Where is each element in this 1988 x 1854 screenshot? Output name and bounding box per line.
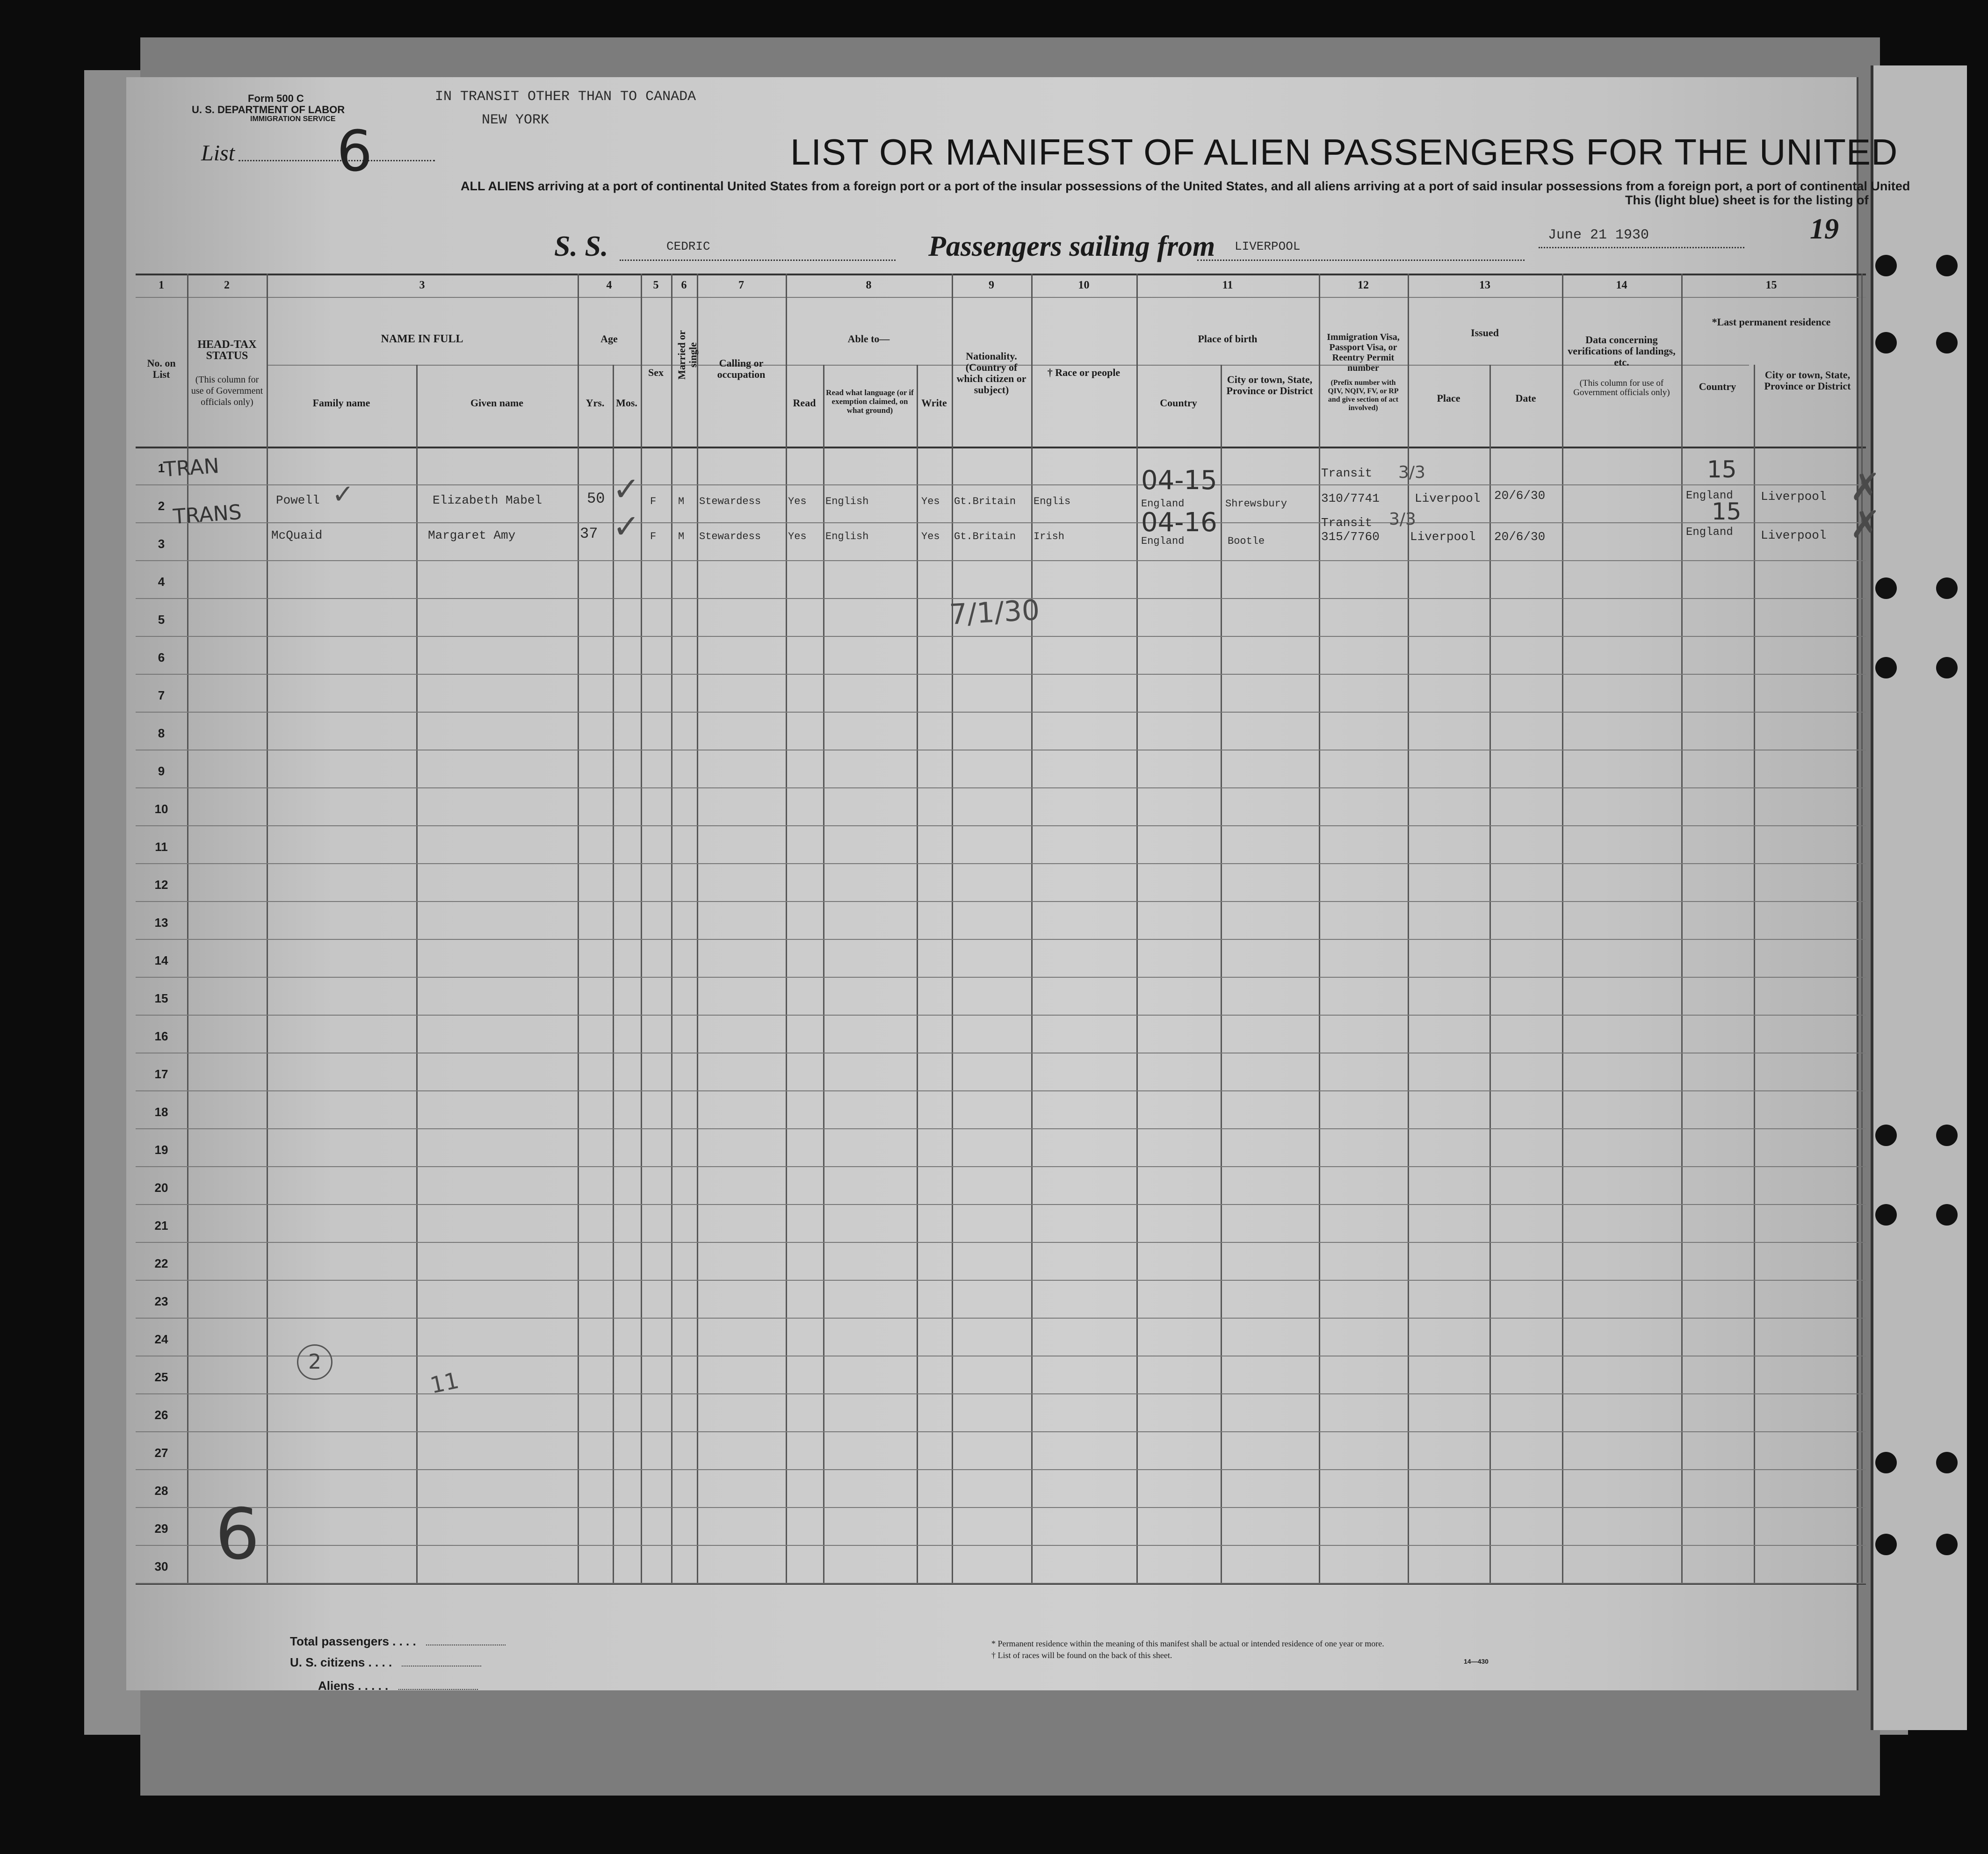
row-number: 28 [154,1484,168,1498]
row-rule [136,1583,1866,1584]
row-number: 18 [154,1105,168,1119]
port-note: NEW YORK [482,112,549,128]
binder-hole-icon [1875,577,1897,599]
colnum-2: 2 [224,279,230,291]
colnum-13: 13 [1479,279,1490,291]
p2-res-city: Liverpool [1761,528,1827,542]
row-number: 25 [154,1370,168,1384]
col-divider [697,274,698,1583]
col-divider [613,365,614,1583]
hdr-age: Age [600,333,618,345]
p2-yrs: 37 [580,525,598,542]
row-number: 23 [154,1294,168,1308]
binder-hole-icon [1936,1534,1958,1555]
hand-visa-fraction-2: 3/3 [1389,510,1416,529]
row-rule [136,1128,1866,1129]
row-rule [136,1242,1866,1243]
row-rule [136,484,1866,485]
hdr-issued: Issued [1471,327,1499,339]
row-rule [136,1090,1866,1091]
p2-read: Yes [788,531,807,542]
footer-aliens-blank [398,1689,478,1690]
hand-trans-1: TRAN [163,454,220,482]
col-divider [1681,274,1683,1583]
p1-yrs: 50 [587,490,605,507]
p2-occupation: Stewardess [699,531,761,542]
hdr-write: Write [921,397,947,409]
hdr-family-name: Family name [312,397,370,409]
row-rule [136,1393,1866,1394]
hdr-place-of-birth: Place of birth [1198,333,1258,345]
col-divider [671,274,672,1583]
p2-birth-country: England [1141,535,1185,547]
hand-circled-count: 2 [297,1344,333,1380]
sailing-date: June 21 1930 [1548,227,1649,243]
row-number: 20 [154,1181,168,1195]
row-number: 12 [154,878,168,892]
row-rule [136,1469,1866,1470]
binder-hole-icon [1936,1125,1958,1146]
check-icon: ✓ [613,507,640,546]
binder-hole-icon [1936,255,1958,276]
p2-visa: 315/7760 [1321,530,1380,544]
row-number: 16 [154,1029,168,1043]
binder-hole-icon [1936,332,1958,353]
colnum-4: 4 [606,279,612,291]
p1-married: M [678,496,685,507]
manifest-table [136,274,1881,1609]
col-divider [917,365,918,1583]
p1-sex: F [650,496,657,507]
transit-note: IN TRANSIT OTHER THAN TO CANADA [435,89,696,105]
binder-hole-icon [1936,657,1958,678]
hdr-visa-note: (Prefix number with QIV, NQIV, FV, or RP and give section of act involved) [1328,379,1399,412]
p1-visa: 310/7741 [1321,491,1380,505]
p2-race: Irish [1034,531,1065,542]
hand-code-1: 04-15 [1141,465,1217,496]
hand-trans-2: TRANS [172,500,243,529]
binder-hole-icon [1875,255,1897,276]
binder-hole-icon [1875,332,1897,353]
binder-hole-icon [1936,577,1958,599]
row-number: 6 [158,650,165,664]
p1-visa-transit: Transit [1321,466,1373,480]
binding-stub [1871,65,1967,1730]
p2-nationality: Gt.Britain [954,531,1016,542]
hdr-calling: Calling or occupation [717,357,766,380]
row-number: 14 [154,953,168,967]
hand-visa-fraction-1: 3/3 [1398,463,1425,482]
row-rule [136,674,1866,675]
p2-birth-city: Bootle [1228,535,1265,547]
binder-hole-icon [1936,1452,1958,1473]
p2-family: McQuaid [271,528,323,542]
row-rule [136,901,1866,902]
p1-issued-date: 20/6/30 [1494,489,1546,503]
row-number: 21 [154,1219,168,1233]
hand-date-note: 7/1/30 [948,593,1041,632]
binder-hole-icon [1875,657,1897,678]
hdr-given-name: Given name [470,397,524,409]
subtitle-line2: This (light blue) sheet is for the listing of [1625,193,1869,207]
p1-issued-place: Liverpool [1415,491,1481,505]
hdr-data-concerning: Data concerning verifications of landings, etc. [1568,334,1676,368]
row-number: 10 [154,802,168,816]
colnum-3: 3 [419,279,425,291]
p1-res-city: Liverpool [1761,490,1827,504]
col-divider [952,274,953,1583]
p2-visa-transit: Transit [1321,516,1373,530]
p1-write: Yes [921,496,940,507]
row-number: 19 [154,1143,168,1157]
table-top-rule [136,274,1866,275]
colnum-5: 5 [653,279,659,291]
col-divider [823,365,824,1583]
p2-issued-date: 20/6/30 [1494,530,1546,544]
footer-aliens: Aliens . . . . . [318,1679,478,1693]
col-divider [267,274,268,1583]
cross-mark-icon: ✗ [1850,465,1881,509]
row-number: 17 [154,1067,168,1081]
hdr-race: † Race or people [1047,367,1121,378]
col-divider [578,274,579,1583]
col-divider [416,365,418,1583]
hdr-issued-place: Place [1437,392,1460,404]
ship-underline [620,260,896,261]
header-bottom-rule [136,447,1866,448]
binder-hole-icon [1875,1452,1897,1473]
row-number: 4 [158,575,165,589]
cross-mark-icon: ✗ [1850,503,1881,546]
row-number: 24 [154,1332,168,1346]
hand-res-code-1: 15 [1707,456,1737,483]
p1-family: Powell [276,493,320,507]
row-rule [136,1166,1866,1167]
row-rule [136,1204,1866,1205]
hdr-birth-country: Country [1160,397,1197,409]
footer-citizens-label: U. S. citizens [290,1655,365,1669]
col-divider [1562,274,1563,1583]
hdr-head-tax-note: (This column for use of Government officials only) [191,375,263,407]
hdr-last-residence: *Last permanent residence [1712,316,1831,328]
hand-six-bottom: 6 [215,1494,260,1575]
col-divider [1031,274,1033,1583]
row-rule [136,1280,1866,1281]
list-label: List [201,141,235,166]
hdr-res-city: City or town, State, Province or District [1764,369,1851,392]
hdr-visa: Immigration Visa, Passport Visa, or Reentry Permit number [1327,332,1400,373]
hdr-read-language: Read what language (or if exemption claimed, on what ground) [826,388,914,415]
col-divider [786,274,787,1583]
service: IMMIGRATION SERVICE [250,115,336,123]
row-number: 30 [154,1559,168,1573]
row-number: 3 [158,537,165,551]
ship-name: CEDRIC [666,239,710,253]
col-divider [1319,274,1320,1583]
row-rule [136,522,1866,523]
hdr-read: Read [793,397,816,409]
colnum-9: 9 [989,279,994,291]
row-rule [136,939,1866,940]
colnum-6: 6 [681,279,687,291]
p1-race: Englis [1034,496,1071,507]
p1-language: English [825,496,869,507]
row-number: 1 [158,461,165,475]
col-divider [641,274,642,1583]
binder-hole-icon [1875,1534,1897,1555]
p1-given: Elizabeth Mabel [433,493,542,507]
row-number: 2 [158,499,165,513]
p2-married: M [678,531,685,542]
colnum-11: 11 [1222,279,1233,291]
colnum-10: 10 [1078,279,1090,291]
colnum-8: 8 [866,279,872,291]
col-divider [1489,365,1491,1583]
hdr-yrs: Yrs. [586,397,605,409]
footer-total: Total passengers . . . . [290,1634,506,1649]
row-rule [136,825,1866,826]
hdr-married: Married or single [676,330,699,380]
hdr-sex: Sex [648,367,664,378]
hdr-res-country: Country [1699,381,1736,392]
row-rule [136,1507,1866,1508]
hand-code-2: 04-16 [1141,507,1217,538]
row-number: 5 [158,613,165,627]
p1-read: Yes [788,496,807,507]
p1-nationality: Gt.Britain [954,496,1016,507]
row-rule [136,1318,1866,1319]
row-number: 15 [154,991,168,1005]
p1-res-country: England [1686,490,1733,502]
colnum-14: 14 [1616,279,1627,291]
row-number: 22 [154,1256,168,1270]
hdr-issued-date: Date [1515,392,1536,404]
p2-res-country: England [1686,526,1733,539]
p2-sex: F [650,531,657,542]
hdr-birth-city: City or town, State, Province or District [1226,374,1313,397]
check-icon: ✓ [332,479,354,510]
row-number: 9 [158,764,165,778]
sailing-label: Passengers sailing from [928,231,1215,262]
hdr-name-in-full: NAME IN FULL [381,333,463,345]
row-number: 13 [154,916,168,930]
p1-birth-city: Shrewsbury [1225,498,1287,510]
hdr-head-tax: HEAD-TAX STATUS [197,339,257,362]
row-rule [136,1545,1866,1546]
subtitle-line1: ALL ALIENS arriving at a port of continental United States from a foreign port or a port of the insular possessions of the United States, and all aliens arriving at a port of said insular possessions from a foreign port, a port of continental United [461,179,1910,193]
colnum-12: 12 [1358,279,1369,291]
department: U. S. DEPARTMENT OF LABOR [192,104,345,115]
hdr-mos: Mos. [616,397,637,409]
binder-hole-icon [1875,1204,1897,1226]
colnum-rule [136,297,1866,298]
col-divider [1136,274,1138,1583]
row-rule [136,560,1866,561]
p1-birth-country: England [1141,498,1185,510]
binder-hole-icon [1936,1204,1958,1226]
footer-total-label: Total passengers [290,1634,389,1648]
footer-citizens: U. S. citizens . . . . [290,1655,481,1670]
colnum-15: 15 [1765,279,1777,291]
footer-note-2: † List of races will be found on the back of this sheet. [991,1651,1172,1660]
hand-eleven: 11 [427,1367,462,1399]
form-number: Form 500 C [248,93,304,104]
check-icon: ✓ [613,470,640,508]
colnum-1: 1 [159,279,164,291]
row-rule [136,636,1866,637]
row-number: 11 [155,840,168,854]
row-rule [136,712,1866,713]
port-underline [1197,260,1525,261]
row-number: 8 [158,726,165,740]
row-rule [136,1431,1866,1432]
p1-occupation: Stewardess [699,496,761,507]
hdr-nationality: Nationality. (Country of which citizen or subject) [956,350,1027,396]
row-rule [136,787,1866,788]
sailing-port: LIVERPOOL [1235,239,1301,253]
col-divider [1754,365,1755,1583]
list-number: 6 [337,119,373,184]
row-number: 7 [158,688,165,702]
p2-write: Yes [921,531,940,542]
col-divider [1221,365,1222,1583]
year-label: 19 [1810,213,1839,245]
row-number: 26 [154,1408,168,1422]
date-underline [1539,247,1744,248]
colnum-7: 7 [738,279,744,291]
p2-given: Margaret Amy [428,528,516,542]
row-number: 27 [154,1446,168,1460]
row-rule [136,977,1866,978]
footer-form-code: 14—430 [1464,1658,1489,1665]
row-rule [136,1015,1866,1016]
hdr-able-to: Able to— [847,333,890,345]
row-rule [136,863,1866,864]
hand-res-code-2: 15 [1712,498,1742,525]
hdr-no-on-list: No. on List [147,357,176,380]
ss-label: S. S. [554,231,608,262]
manifest-title: LIST OR MANIFEST OF ALIEN PASSENGERS FOR THE UNITED [790,131,1898,173]
hdr-data-note: (This column for use of Government officials only) [1573,378,1670,397]
row-number: 29 [154,1522,168,1536]
footer-note-1: * Permanent residence within the meaning of this manifest shall be actual or intended residence of one year or more. [991,1639,1384,1648]
binder-hole-icon [1875,1125,1897,1146]
p2-language: English [825,531,869,542]
p2-issued-place: Liverpool [1410,530,1476,544]
footer-aliens-label: Aliens [318,1679,355,1693]
